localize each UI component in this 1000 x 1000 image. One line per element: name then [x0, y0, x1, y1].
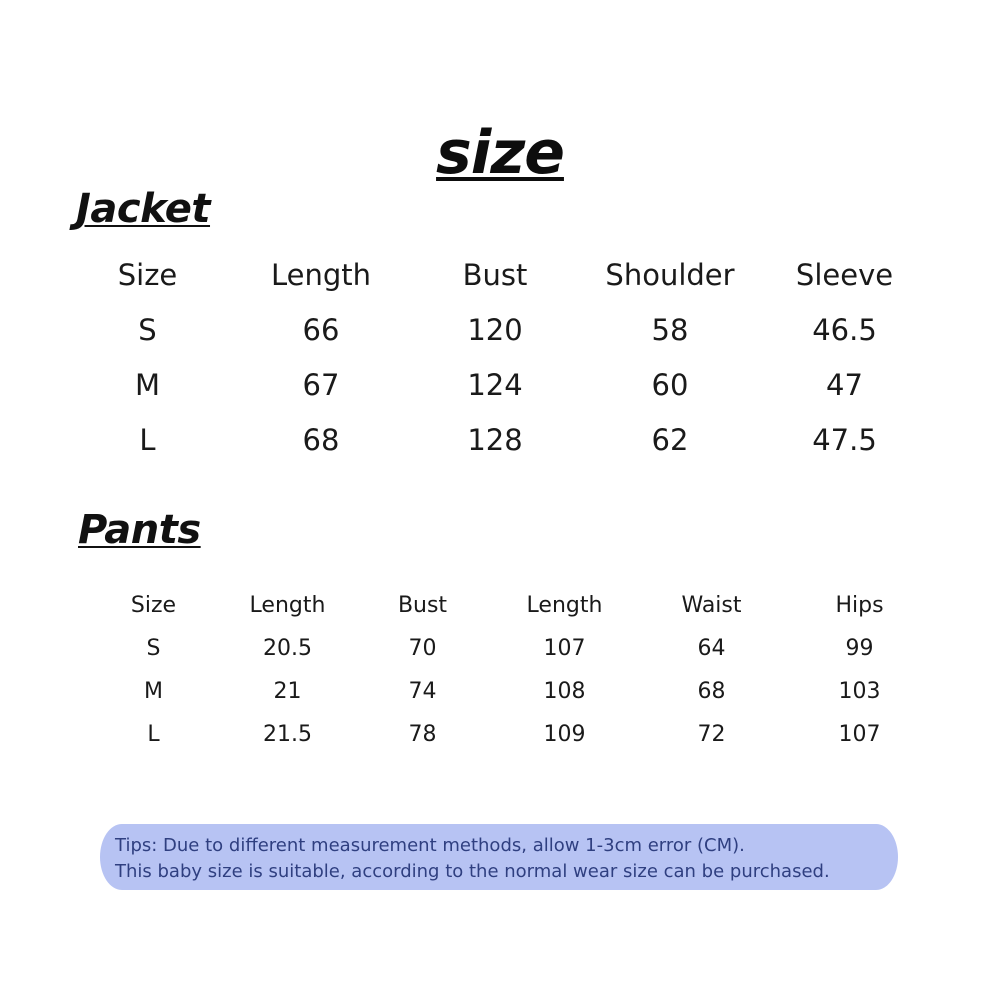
jacket-header-shoulder: Shoulder	[605, 257, 735, 292]
pants-size-table	[83, 584, 943, 756]
pants-cell: S	[146, 636, 161, 661]
tips-line-sizing: This baby size is suitable, according to the normal wear size can be purchased.	[115, 861, 830, 882]
jacket-header-bust: Bust	[462, 257, 528, 292]
jacket-heading: Jacket	[76, 186, 211, 232]
pants-cell: 74	[408, 679, 437, 704]
pants-cell: 99	[845, 636, 874, 661]
jacket-cell: 46.5	[812, 312, 877, 347]
jacket-cell: 47.5	[812, 422, 877, 457]
pants-cell: 21.5	[263, 722, 312, 747]
jacket-cell: 67	[302, 367, 340, 402]
pants-header-bust: Bust	[397, 593, 448, 618]
pants-heading: Pants	[78, 507, 201, 553]
pants-cell: 70	[408, 636, 437, 661]
jacket-cell: 58	[651, 312, 689, 347]
pants-cell: 109	[543, 722, 586, 747]
pants-cell: 108	[543, 679, 586, 704]
tips-banner	[100, 824, 898, 890]
jacket-cell: 128	[467, 422, 523, 457]
jacket-cell: 120	[467, 312, 523, 347]
jacket-cell: 124	[467, 367, 523, 402]
jacket-header-size: Size	[117, 257, 178, 292]
jacket-cell: M	[134, 367, 161, 402]
jacket-cell: 47	[826, 367, 863, 402]
pants-cell: 21	[273, 679, 302, 704]
pants-cell: 72	[697, 722, 726, 747]
pants-cell: L	[147, 722, 160, 747]
jacket-cell: 60	[651, 367, 689, 402]
jacket-cell: 62	[651, 422, 689, 457]
pants-header-length: Length	[249, 593, 326, 618]
pants-header-length-2: Length	[526, 593, 603, 618]
tips-line-measurement: Tips: Due to different measurement methods, allow 1-3cm error (CM).	[115, 835, 745, 856]
pants-cell: 103	[838, 679, 881, 704]
pants-header-waist: Waist	[681, 593, 742, 618]
pants-header-hips: Hips	[835, 593, 884, 618]
pants-cell: 78	[408, 722, 437, 747]
jacket-header-length: Length	[270, 257, 372, 292]
jacket-cell: 66	[302, 312, 340, 347]
jacket-cell: S	[138, 312, 157, 347]
page-title: size	[436, 118, 564, 188]
pants-cell: 20.5	[263, 636, 312, 661]
jacket-header-sleeve: Sleeve	[795, 257, 894, 292]
pants-cell: 68	[697, 679, 726, 704]
jacket-size-table	[60, 247, 932, 467]
pants-header-size: Size	[130, 593, 177, 618]
jacket-cell: 68	[302, 422, 340, 457]
pants-cell: 64	[697, 636, 726, 661]
pants-cell: 107	[543, 636, 586, 661]
pants-cell: M	[144, 679, 163, 704]
pants-cell: 107	[838, 722, 881, 747]
jacket-cell: L	[139, 422, 156, 457]
